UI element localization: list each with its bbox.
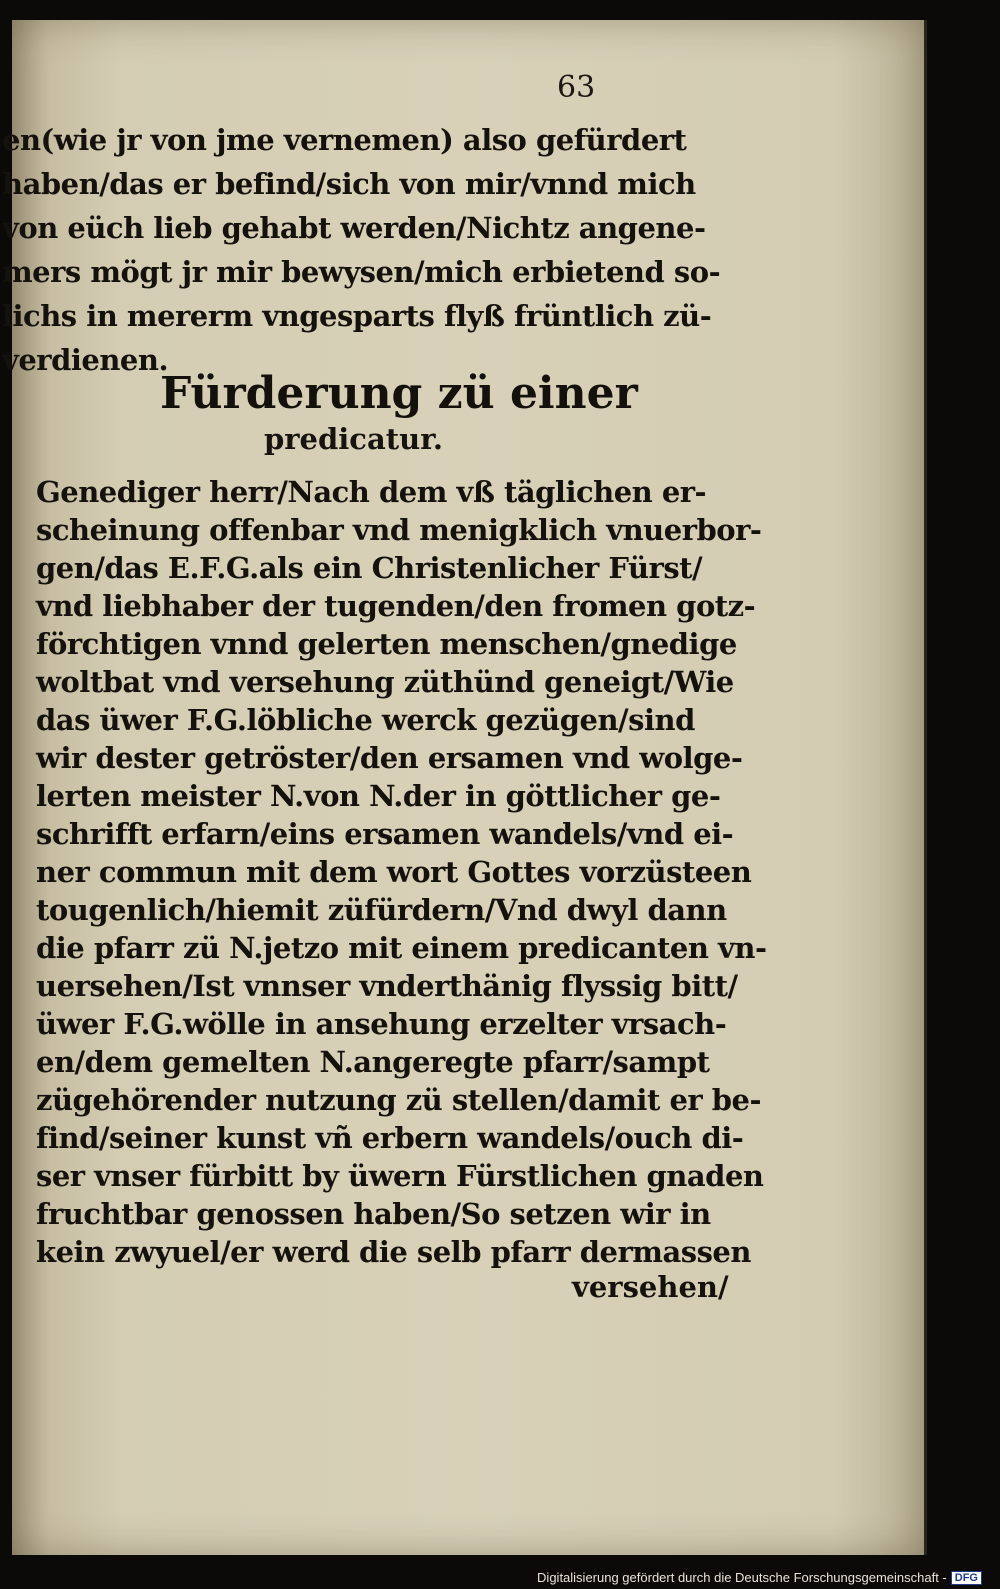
- text-line: lerten meister N.von N.der in göttlicher ge-: [36, 779, 721, 813]
- text-line: Genediger herr/Nach dem vß täglichen er-: [36, 475, 707, 509]
- text-line: schrifft erfarn/eins ersamen wandels/vnd ei-: [36, 817, 734, 851]
- text-line: vnd liebhaber der tugenden/den fromen gotz-: [36, 589, 756, 623]
- text-line: verdienen.: [2, 343, 169, 377]
- catchword: versehen/: [572, 1270, 729, 1304]
- text-line: die pfarr zü N.jetzo mit einem predicanten vn-: [36, 931, 767, 965]
- section-heading: Fürderung zü einer: [160, 368, 638, 419]
- text-line: find/seiner kunst vñ erbern wandels/ouch di-: [36, 1121, 744, 1155]
- book-page: [2, 20, 927, 1555]
- text-line: scheinung offenbar vnd menigklich vnuerbor-: [36, 513, 762, 547]
- text-line: mers mögt jr mir bewysen/mich erbietend so-: [2, 255, 721, 289]
- text-line: üwer F.G.wölle in ansehung erzelter vrsach-: [36, 1007, 727, 1041]
- text-line: en(wie jr von jme vernemen) also gefürdert: [2, 123, 687, 157]
- text-line: lichs in mererm vngesparts flyß früntlich zü-: [2, 299, 712, 333]
- text-line: zügehörender nutzung zü stellen/damit er be-: [36, 1083, 762, 1117]
- text-line: tougenlich/hiemit züfürdern/Vnd dwyl dann: [36, 893, 727, 927]
- text-line: förchtigen vnnd gelerten menschen/gnedige: [36, 627, 737, 661]
- dfg-logo: DFG: [951, 1571, 982, 1585]
- text-line: von eüch lieb gehabt werden/Nichtz angene-: [2, 211, 706, 245]
- credit-text: Digitalisierung gefördert durch die Deutsche Forschungsgemeinschaft -: [537, 1570, 947, 1585]
- text-line: gen/das E.F.G.als ein Christenlicher Fürst/: [36, 551, 703, 585]
- text-line: fruchtbar genossen haben/So setzen wir in: [36, 1197, 711, 1231]
- text-line: en/dem gemelten N.angeregte pfarr/sampt: [36, 1045, 710, 1079]
- section-subheading: predicatur.: [264, 422, 443, 456]
- text-line: ner commun mit dem wort Gottes vorzüsteen: [36, 855, 752, 889]
- digitization-credit: [537, 1570, 982, 1585]
- text-line: woltbat vnd versehung züthünd geneigt/Wie: [36, 665, 734, 699]
- text-line: uersehen/Ist vnnser vnderthänig flyssig bitt/: [36, 969, 738, 1003]
- text-line: ser vnser fürbitt by üwern Fürstlichen gnaden: [36, 1159, 764, 1193]
- page-number: 63: [557, 70, 596, 105]
- text-line: das üwer F.G.löbliche werck gezügen/sind: [36, 703, 695, 737]
- text-line: haben/das er befind/sich von mir/vnnd mich: [2, 167, 696, 201]
- text-line: kein zwyuel/er werd die selb pfarr dermassen: [36, 1235, 751, 1269]
- text-line: wir dester getröster/den ersamen vnd wolge-: [36, 741, 743, 775]
